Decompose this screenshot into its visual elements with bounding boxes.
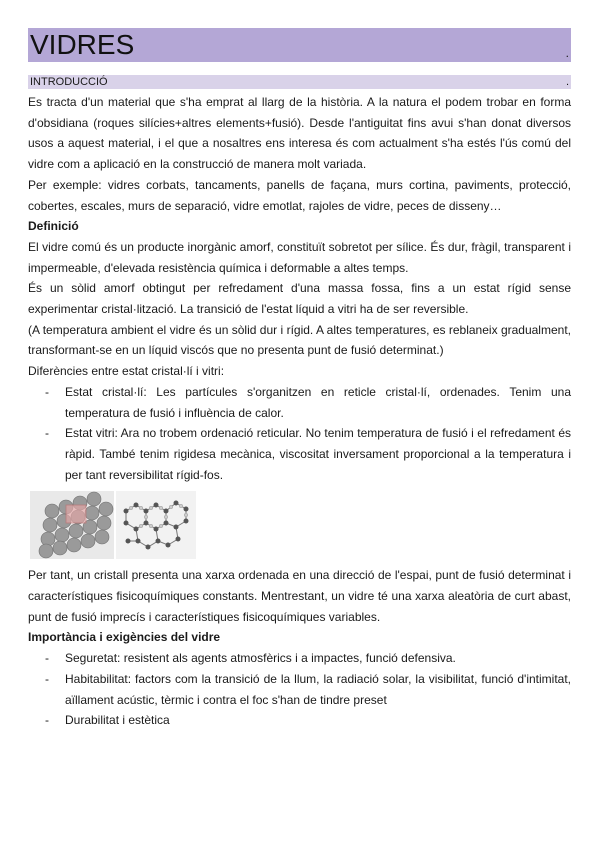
- structure-images: [28, 491, 571, 563]
- list-item: [28, 423, 571, 485]
- intro-heading-bar: [28, 75, 571, 89]
- document-title: VIDRES: [30, 29, 135, 60]
- definicio-heading: Definició: [28, 219, 79, 234]
- list-item-text: Seguretat: resistent als agents atmosfèrics i a impactes, funció defensiva.: [65, 651, 456, 666]
- intro-paragraph-2: Per exemple: vidres corbats, tancaments, panells de façana, murs cortina, paviments, protecció, cobertes, escales, murs de separació, vidre emotlat, rajoles de vidre, peces de disseny…: [28, 177, 571, 213]
- definicio-paragraph-3: (A temperatura ambient el vidre és un sòlid dur i rígid. A altes temperatures, es reblaneix gradualment, transformant-se en un líquid viscós que no presenta punt de fusió determinat.): [28, 322, 571, 358]
- document-page: [28, 28, 571, 731]
- importancia-heading: Importància i exigències del vidre: [28, 630, 221, 645]
- list-item-text: Estat cristal·lí: Les partícules s'organitzen en reticle cristal·lí, ordenades. Tenim una temperatura de fusió i influència de calor.: [65, 384, 571, 420]
- list-dash: -: [45, 713, 49, 728]
- list-item: [28, 648, 571, 669]
- list-dash: -: [45, 384, 49, 399]
- list-item: [28, 710, 571, 731]
- title-dot: .: [565, 46, 569, 60]
- list-item-text: Durabilitat i estètica: [65, 713, 170, 728]
- definicio-paragraph-2: És un sòlid amorf obtingut per refredament d'una massa fossa, fins a un estat rígid sense experimentar cristal·lització. La transició de l'estat líquid a vitri ha de ser reversible.: [28, 281, 571, 317]
- title-bar: [28, 28, 571, 62]
- list-item-text: Estat vitri: Ara no trobem ordenació reticular. No tenim temperatura de fusió i el refredament és ràpid. També tenim rigidesa mecànica, viscositat inversament proporcional a la temperatura i per tant reversibilitat rígid-fos.: [65, 426, 571, 482]
- intro-heading-dot: .: [565, 76, 569, 88]
- list-item: [28, 382, 571, 423]
- definicio-paragraph-1: El vidre comú és un producte inorgànic amorf, constituït sobretot per sílice. És dur, fràgil, transparent i impermeable, d'elevada resistència química i deformable a altes temps.: [28, 239, 571, 275]
- definicio-paragraph-5: Per tant, un cristall presenta una xarxa ordenada en una direcció de l'espai, punt de fusió determinat i característiques fisicoquímiques constants. Mentrestant, un vidre té una xarxa aleatòria de curt abast, punt de fusió imprecís i característiques fisicoquímiques variables.: [28, 568, 571, 624]
- list-dash: -: [45, 651, 49, 666]
- definicio-paragraph-4: Diferències entre estat cristal·lí i vitri:: [28, 364, 225, 379]
- differences-list: [28, 382, 571, 486]
- list-item-text: Habitabilitat: factors com la transició de la llum, la radiació solar, la visibilitat, funció d'intimitat, aïllament acústic, tèrmic i contra el foc s'han de tindre preset: [65, 671, 571, 707]
- intro-paragraph-1: Es tracta d'un material que s'ha emprat al llarg de la història. A la natura el podem trobar en forma d'obsidiana (roques silícies+altres elements+fusió). Desde l'antiguitat fins avui s'han donat diversos usos a aquest material, i el que a nosaltres ens interesa és com actualment s'ha estés l'ús comú del vidre com a aplicació en la construcció de manera molt variada.: [28, 95, 571, 172]
- list-dash: -: [45, 426, 49, 441]
- crystal-lattice-image: [30, 491, 114, 559]
- intro-heading: INTRODUCCIÓ: [30, 76, 108, 88]
- importancia-list: [28, 648, 571, 731]
- list-item: [28, 669, 571, 710]
- glass-network-image: [116, 491, 196, 559]
- list-dash: -: [45, 671, 49, 686]
